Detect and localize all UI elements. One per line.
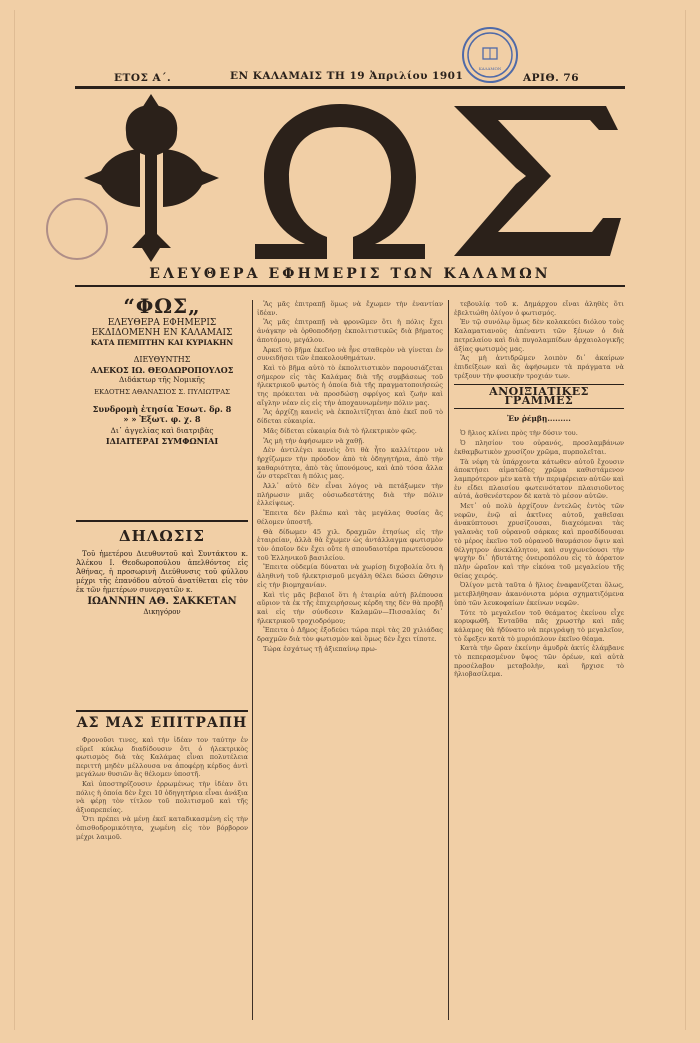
article-paragraph-3: Ὅτι πρέπει νὰ μένῃ ἐκεῖ καταδικασμένη εἰς τὴν ὀπισθοδρομικότητα, χωμένη εἰς τὸν βόρβορον μέχρι λαιμοῦ. <box>76 815 248 841</box>
subtitle: ΕΛΕΥΘΕΡΑ ΕΦΗΜΕΡΙΣ ΤΩΝ ΚΑΛΑΜΩΝ <box>149 266 551 282</box>
ornamental-title <box>84 92 624 264</box>
right-paragraph: Ὁ πλησίον του οὐρανός, προσλαμβάνων ἐκθαμβωτικὸν χρυσίζον χρῶμα, πυρπολεῖται. <box>454 439 624 456</box>
paper-description-2: ΕΚΔΙΔΟΜΕΝΗ ΕΝ ΚΑΛΑΜΑΙΣ <box>91 328 233 338</box>
notice-text: Τοῦ ἡμετέρου Διευθυντοῦ καὶ Συντάκτου κ. Ἀλέκου Ι. Θεοδωροπούλου ἀπελθόντος εἰς Ἀθήνας, ἡ προσωρινὴ Διεύθυνσις τοῦ φύλλου μέχρι τῆς ἐπανόδου αὐτοῦ ἀνατίθεται εἰς τὸν ἐκ τῶν ἡμετέρων συνεργατῶν κ. <box>76 549 248 594</box>
notice <box>76 528 248 698</box>
middle-paragraph: Τώρα ἐσχάτως τῇ ἀξιεπαίνῳ πρω- <box>263 644 377 653</box>
issue-number: ΑΡΙΘ. 76 <box>523 72 580 84</box>
right-paragraph: Μετ᾽ οὐ πολὺ ἀρχίζουν ἐντελῶς ἐντὸς τῶν νεφῶν, ἐνῷ αἱ ἀκτῖνες αὐτοῦ, χαθεῖσαι ἀνακύπτουσι χρυσίζουσαι, διαχεόμεναι τὰς γαλανὰς τοῦ οὐρανοῦ σάρκας καὶ προσδίδουσαι τὸ μέρος ἐκεῖνο τοῦ οὐρανοῦ θαυμάσιον ὄψιν καὶ θέλγητρον ἀνεκλάλητον, καὶ συγχωνεύουσι τὴν ψυχὴν δι᾽ ἡδυτάτης ὀνειροπόλου εἰς τὸ ἀόρατον πλὴν ὡραῖον καὶ τὴν εἰκόνα τοῦ μεγαλείου τῆς θείας χειρός. <box>454 502 624 580</box>
svg-text:ΚΑΛΑΜΩΝ: ΚΑΛΑΜΩΝ <box>478 66 502 71</box>
article-paragraph-1: Φρονοῦσι τινες, καὶ τὴν ἰδέαν τον ταύτην ἐν εὕρεῖ κύκλῳ διαδίδουσιν ὅτι ὁ ἠλεκτρικὸς φωτισμὸς διὰ τὰς Καλάμας εἶναι πολυτέλεια περιττὴ μηδὲν μέλλουσα να ἀποφέρῃ κέρδος ἀντὶ μεγάλων θυσιῶν ἃς θέλομεν ὑποστῆ. <box>76 736 248 779</box>
article-title: ΑΣ ΜΑΣ ΕΠΙΤΡΑΠΗ <box>76 715 248 731</box>
middle-paragraph: Καὶ τὶς μᾶς βεβαιοῖ ὅτι ἡ ἑταιρία αὐτὴ βλέπουσα αὔριον τὰ ἐκ τῆς ἐπιχειρήσεως κέρδη της δὲν θὰ προβῇ καὶ εἰς τὴν σύνδεσιν Καλαμῶν—Πισσαλίας δι᾽ ἠλεκτρικοῦ τροχιοδρόμου; <box>257 590 443 625</box>
column-separator-1 <box>252 300 253 1020</box>
right-paragraph: τεβουλίᾳ τοῦ κ. Δημάρχου εἶναι ἀληθὲς ὅτι ἐβελτιώθη ὀλίγον ὁ φωτισμός. <box>454 300 624 317</box>
middle-paragraph: Ἂς μᾶς ἐπιτραπῇ νὰ φρονῶμεν ὅτι ἡ πόλις ἔχει ἀνάγκην νὰ ὀρθοποδήσῃ ἐκπολιτιστικῶς διὰ βήματος ἀποτόμου, μεγάλου. <box>257 318 443 344</box>
middle-paragraph: Ἀλλ᾽ αὐτὸ δὲν εἶναι λόγος νὰ πετάξωμεν τὴν πλήρωσιν μιᾶς οὐσιωδεστάτης διὰ τὴν πόλιν ἐλλείψεως. <box>257 482 443 508</box>
paper-description-3: ΚΑΤΑ ΠΕΜΠΤΗΝ ΚΑΙ ΚΥΡΙΑΚΗΝ <box>90 338 234 347</box>
middle-paragraph: Ἔπειτα δὲν βλέπω καὶ τὰς μεγάλας θυσίας ἃς θέλομεν ὑποστῆ. <box>257 509 443 526</box>
column-separator-2 <box>448 300 449 1020</box>
article-paragraph-2: Καὶ ὑποστηρίζουσιν ἐρρωμένως τὴν ἰδέαν ὅτι πόλις ἡ ὁποία δὲν ἔχει 10 ὁδηγητήρια εἶναι ἀνάξια νὰ φέρῃ τὸν τίτλον τοῦ πολιτισμοῦ καὶ τῆς ἀξιοπρεπείας. <box>76 779 248 814</box>
middle-paragraph: Ἀρκεῖ τὸ βῆμα ἐκεῖνο νὰ ἦνε σταθερὸν νὰ γίνεται ἐν συνειδήσει τῶν ἐπακολουθημάτων. <box>257 345 443 363</box>
publisher: ΕΚΔΟΤΗΣ ΑΘΑΝΑΣΙΟΣ Σ. ΠΥΛΙΩΤΡΑΣ <box>94 388 230 396</box>
top-rule <box>75 86 625 89</box>
article <box>76 715 248 1035</box>
middle-paragraph: Καὶ τὸ βῆμα αὐτὸ τὸ ἐκπολιτιστικὸν παρουσιάζεται σήμερον εἰς τὰς Καλάμας διὰ τῆς συμβάσεως τοῦ ἠλεκτρικοῦ φωτὸς ἡ ὁποία διὰ τῆς πραγματοποιήσεώς της πρόκειται νὰ προσδώσῃ σφρίγος καὶ ζωὴν καὶ αἴγλην νέαν εἰς εἰς τὴν ἀποχαυνωμένην πόλιν μας. <box>257 363 443 407</box>
middle-paragraph: Ἂς ἀρχίζῃ κανεὶς νὰ ἐκπολιτίζηται ἀπὸ ἐκεῖ ποῦ τὸ δίδεται εὐκαιρία. <box>257 408 443 426</box>
right-paragraph: Τὰ νέφη τὰ ὑπάρχοντα κάτωθεν αὐτοῦ ἔχουσιν ἀποκτήσει αἱματῶδες χρῶμα καθιστάμενον λαμπρότερον μὲν κατὰ τὴν περιφέρειαν αὐτῶν καὶ ἐν εἴδει πλαισίου φωτεινότατον πλαισιοῦντος αὐτά, ἀσθενέστερον δὲ κατὰ τὸ μέσον αὐτῶν. <box>454 457 624 501</box>
masthead-title <box>84 92 624 264</box>
article-rule <box>76 710 248 712</box>
spring-lines-subtitle: Ἐν ῥέμβῃ......... <box>507 413 571 423</box>
right-paragraph: Κατὰ τὴν ὥραν ἐκείνην ἀμυδρὰ ἀκτίς ἐλάμβανε τὸ πεπερασμένον ὕψος τῶν ὀρέων, καὶ αὐτὰ προσέλαβον μεταβολὴν, καὶ ἤρχισε τὸ ἡλιοβασίλεμα. <box>454 644 624 679</box>
director-name: ΑΛΕΚΟΣ ΙΩ. ΘΕΟΔΩΡΟΠΟΥΛΟΣ <box>90 365 234 375</box>
right-paragraph: Ἐν τῷ συνόλῳ ὅμως δὲν κολακεύει διόλου τοὺς Καλαματιανοὺς ἀπέναντι τῶν ξένων ὁ διὰ πετρελαίου καὶ διὰ πυγολαμπίδων ἀρχαιολογικῆς ἀξίας φωτισμὸς μας. <box>454 318 624 353</box>
right-column <box>454 300 624 1035</box>
middle-paragraph: Δὲν ἀντιλέγει κανεὶς ὅτι θὰ ἦτο καλλίτερον νὰ ἠρχίζωμεν τὴν πρόοδον ἀπὸ τὰ ὁδηγητήρια, ἀπὸ τὴν καθαριότητα, ἀπὸ τὰς ὑπονόμους, καὶ ἀπὸ τόσα ἄλλα ὧν στερεῖται ἡ πόλις μας. <box>257 446 443 481</box>
ads-terms: ΙΔΙΑΙΤΕΡΑΙ ΣΥΜΦΩΝΙΑΙ <box>105 436 219 446</box>
right-paragraph: Ὁ ἥλιος κλίνει πρὸς τὴν δύσιν του. <box>460 429 578 438</box>
date-line: ΕΝ ΚΑΛΑΜΑΙΣ ΤΗ 19 Ἀπριλίου 1901 <box>230 70 464 82</box>
left-column <box>76 294 248 1040</box>
ads-note: Δι᾽ ἀγγελίας καὶ διατριβὰς <box>110 426 214 435</box>
newspaper-info <box>76 294 248 458</box>
notice-title: ΔΗΛΩΣΙΣ <box>118 527 206 545</box>
paper-description-1: ΕΛΕΥΘΕΡΑ ΕΦΗΜΕΡΙΣ <box>107 318 217 328</box>
spring-lines-heading: ΑΝΟΙΞΙΑΤΙΚΕΣ ΓΡΑΜΜΕΣ <box>454 384 624 408</box>
middle-paragraph: Μᾶς δίδεται εὐκαιρία διὰ τὸ ἠλεκτρικὸν φῶς. <box>263 426 417 435</box>
paper-name: “ΦΩΣ„ <box>123 294 201 318</box>
notice-role: Δικηγόρον <box>143 608 181 616</box>
library-stamp <box>462 27 518 83</box>
notice-rule <box>76 520 248 522</box>
year-label: ΕΤΟΣ Α΄. <box>114 72 172 84</box>
right-paragraph: Τότε τὸ μεγαλεῖον τοῦ θεάματος ἐκείνου εἶχε κορυφωθῆ. Ἐνταῦθα πᾶς χρωστὴρ καὶ πᾶς κάλαμος θὰ ἠδύνατο νὰ περιγράψῃ τὸ μεγαλεῖον, τὸ ἔφεξεν κατὰ τὸ μυριόπλουν ἐκεῖνο θέαμα. <box>454 608 624 643</box>
middle-paragraph: Ἔπειτα ὁ Δῆμος ἐξοδεύει τώρα περὶ τὰς 20 χιλιάδας δραχμῶν διὰ τὸν φωτισμὸν καὶ ὅμως δὲν ἔχει τίποτε. <box>257 626 443 644</box>
middle-paragraph: Ἔπειτα οὐδεμία δύναται νὰ χωρίσῃ διχοβολία ὅτι ἡ ἀληθινὴ τοῦ ἠλεκτρισμοῦ μεγάλη θέλει δώσει ὤθησιν εἰς τὴν βιομηχανίαν. <box>257 563 443 589</box>
middle-paragraph: Θὰ δίδωμεν 45 χιλ. δραχμῶν ἐτησίως εἰς τὴν ἑταιρείαν, ἀλλὰ θὰ ἔχωμεν ὡς ἀντάλλαγμα φωτισμὸν τὸν ὁποῖον δὲν ἔχει οὔτε ἡ σπουδαιοτέρα πρωτεύουσα τοῦ Ἑλληνικοῦ βασιλείου. <box>257 527 443 562</box>
director-title: Διδάκτωρ τῆς Νομικῆς <box>119 375 205 384</box>
notice-name: ΙΩΑΝΝΗΝ ΑΘ. ΣΑΚΚΕΤΑΝ <box>87 596 237 607</box>
subscription-foreign: » » Ἐξωτ. φ. χ. 8 <box>123 414 201 424</box>
middle-paragraph: Ἂς μᾶς ἐπιτραπῇ ὅμως νὰ ἔχωμεν τὴν ἐναντίαν ἰδέαν. <box>257 300 443 317</box>
subscription-domestic: Συνδρομὴ ἐτησία Ἐσωτ. δρ. 8 <box>92 404 232 414</box>
subtitle-rule <box>75 285 625 287</box>
right-paragraph: Ἂς μὴ ἀντιδρῶμεν λοιπὸν δι᾽ ἀκαίρων ἐπιδείξεων καὶ ἂς ἀφήσωμεν τὰ πράγματα νὰ τρέξουν τὴν φυσικὴν τροχιάν των. <box>454 354 624 380</box>
right-paragraph: Ὀλίγον μετὰ ταῦτα ὁ ἥλιος ἐναφανίζεται ὅλως, μετεβλήθησαν ἀκανόνιστα μόρια σχηματιζόμενα ὑπὸ τῶν λευκοφαίων ἐκείνων νεφῶν. <box>454 581 624 607</box>
middle-column <box>257 300 443 1035</box>
middle-paragraph: Ἂς μὴ τὴν ἀφήσωμεν νὰ χαθῇ. <box>263 436 365 445</box>
director-label: ΔΙΕΥΘΥΝΤΗΣ <box>133 355 191 364</box>
